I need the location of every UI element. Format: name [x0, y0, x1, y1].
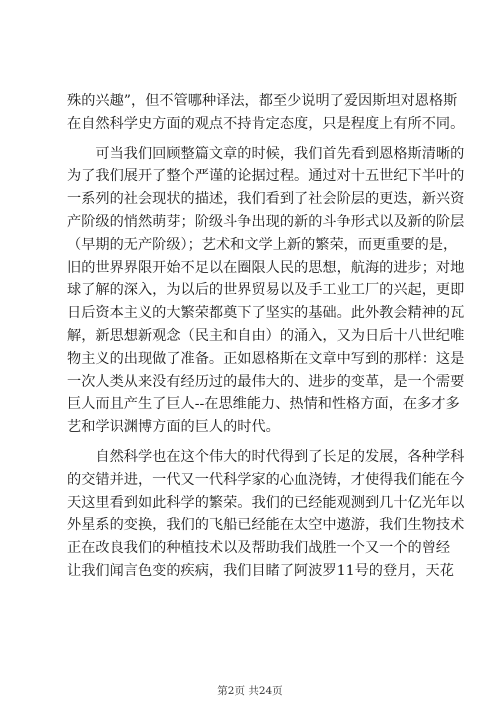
text-line: 外星系的变换，我们的飞船已经能在太空中遨游，我们生物技术: [67, 517, 465, 534]
text-line: 产阶级的悄然萌芽；阶级斗争出现的新的斗争形式以及新的阶层: [67, 213, 465, 230]
text-line: 旧的世界界限开始不足以在圈限人民的思想，航海的进步；对地: [67, 259, 465, 276]
text-line: 正在改良我们的种植技术以及帮助我们战胜一个又一个的曾经: [67, 540, 451, 557]
text-line: 的交错并进，一代又一代科学家的心血浇铸，才使得我们能在今: [67, 471, 465, 488]
text-line: 球了解的深入，为以后的世界贸易以及手工业工厂的兴起，更即: [67, 282, 465, 299]
paragraph-3: [67, 446, 465, 583]
text-line: （早期的无产阶级）；艺术和文学上新的繁荣，而更重要的是，: [67, 236, 458, 253]
paragraph-1: [67, 90, 465, 136]
text-line: 自然科学也在这个伟大的时代得到了长足的发展，各种学科: [67, 448, 465, 465]
text-line: 巨人而且产生了巨人--在思维能力、热情和性格方面，在多才多: [67, 396, 460, 413]
text-line: 天这里看到如此科学的繁荣。我们的已经能观测到几十亿光年以: [67, 494, 465, 511]
text-line: 为了我们展开了整个严谨的论据过程。通过对十五世纪下半叶的: [67, 168, 465, 185]
paragraph-2: [67, 143, 465, 439]
text-line: 一系列的社会现状的描述，我们看到了社会阶层的更迭，新兴资: [67, 191, 465, 208]
page-number: 第2页 共24页: [217, 685, 283, 697]
text-line: 殊的兴趣”，但不管哪种译法，都至少说明了爱因斯坦对恩格斯: [67, 93, 458, 109]
body-text: [67, 90, 465, 583]
text-line: 日后资本主义的大繁荣都奠下了坚实的基础。此外教会精神的瓦: [67, 305, 465, 322]
text-line: 解，新思想新观念（民主和自由）的涌入，又为日后十八世纪唯: [67, 327, 465, 344]
text-line: 一次人类从来没有经历过的最伟大的、进步的变革，是一个需要: [67, 373, 465, 390]
text-line: 让我们闻言色变的疾病，我们目睹了阿波罗11号的登月，天花: [67, 562, 454, 579]
text-line: 在自然科学史方面的观点不持肯定态度，只是程度上有所不同。: [67, 115, 465, 132]
text-line: 可当我们回顾整篇文章的时候，我们首先看到恩格斯清晰的: [67, 145, 465, 162]
text-line: 艺和学识渊博方面的巨人的时代。: [67, 419, 280, 436]
text-line: 物主义的出现做了准备。正如恩格斯在文章中写到的那样：这是: [67, 350, 465, 367]
